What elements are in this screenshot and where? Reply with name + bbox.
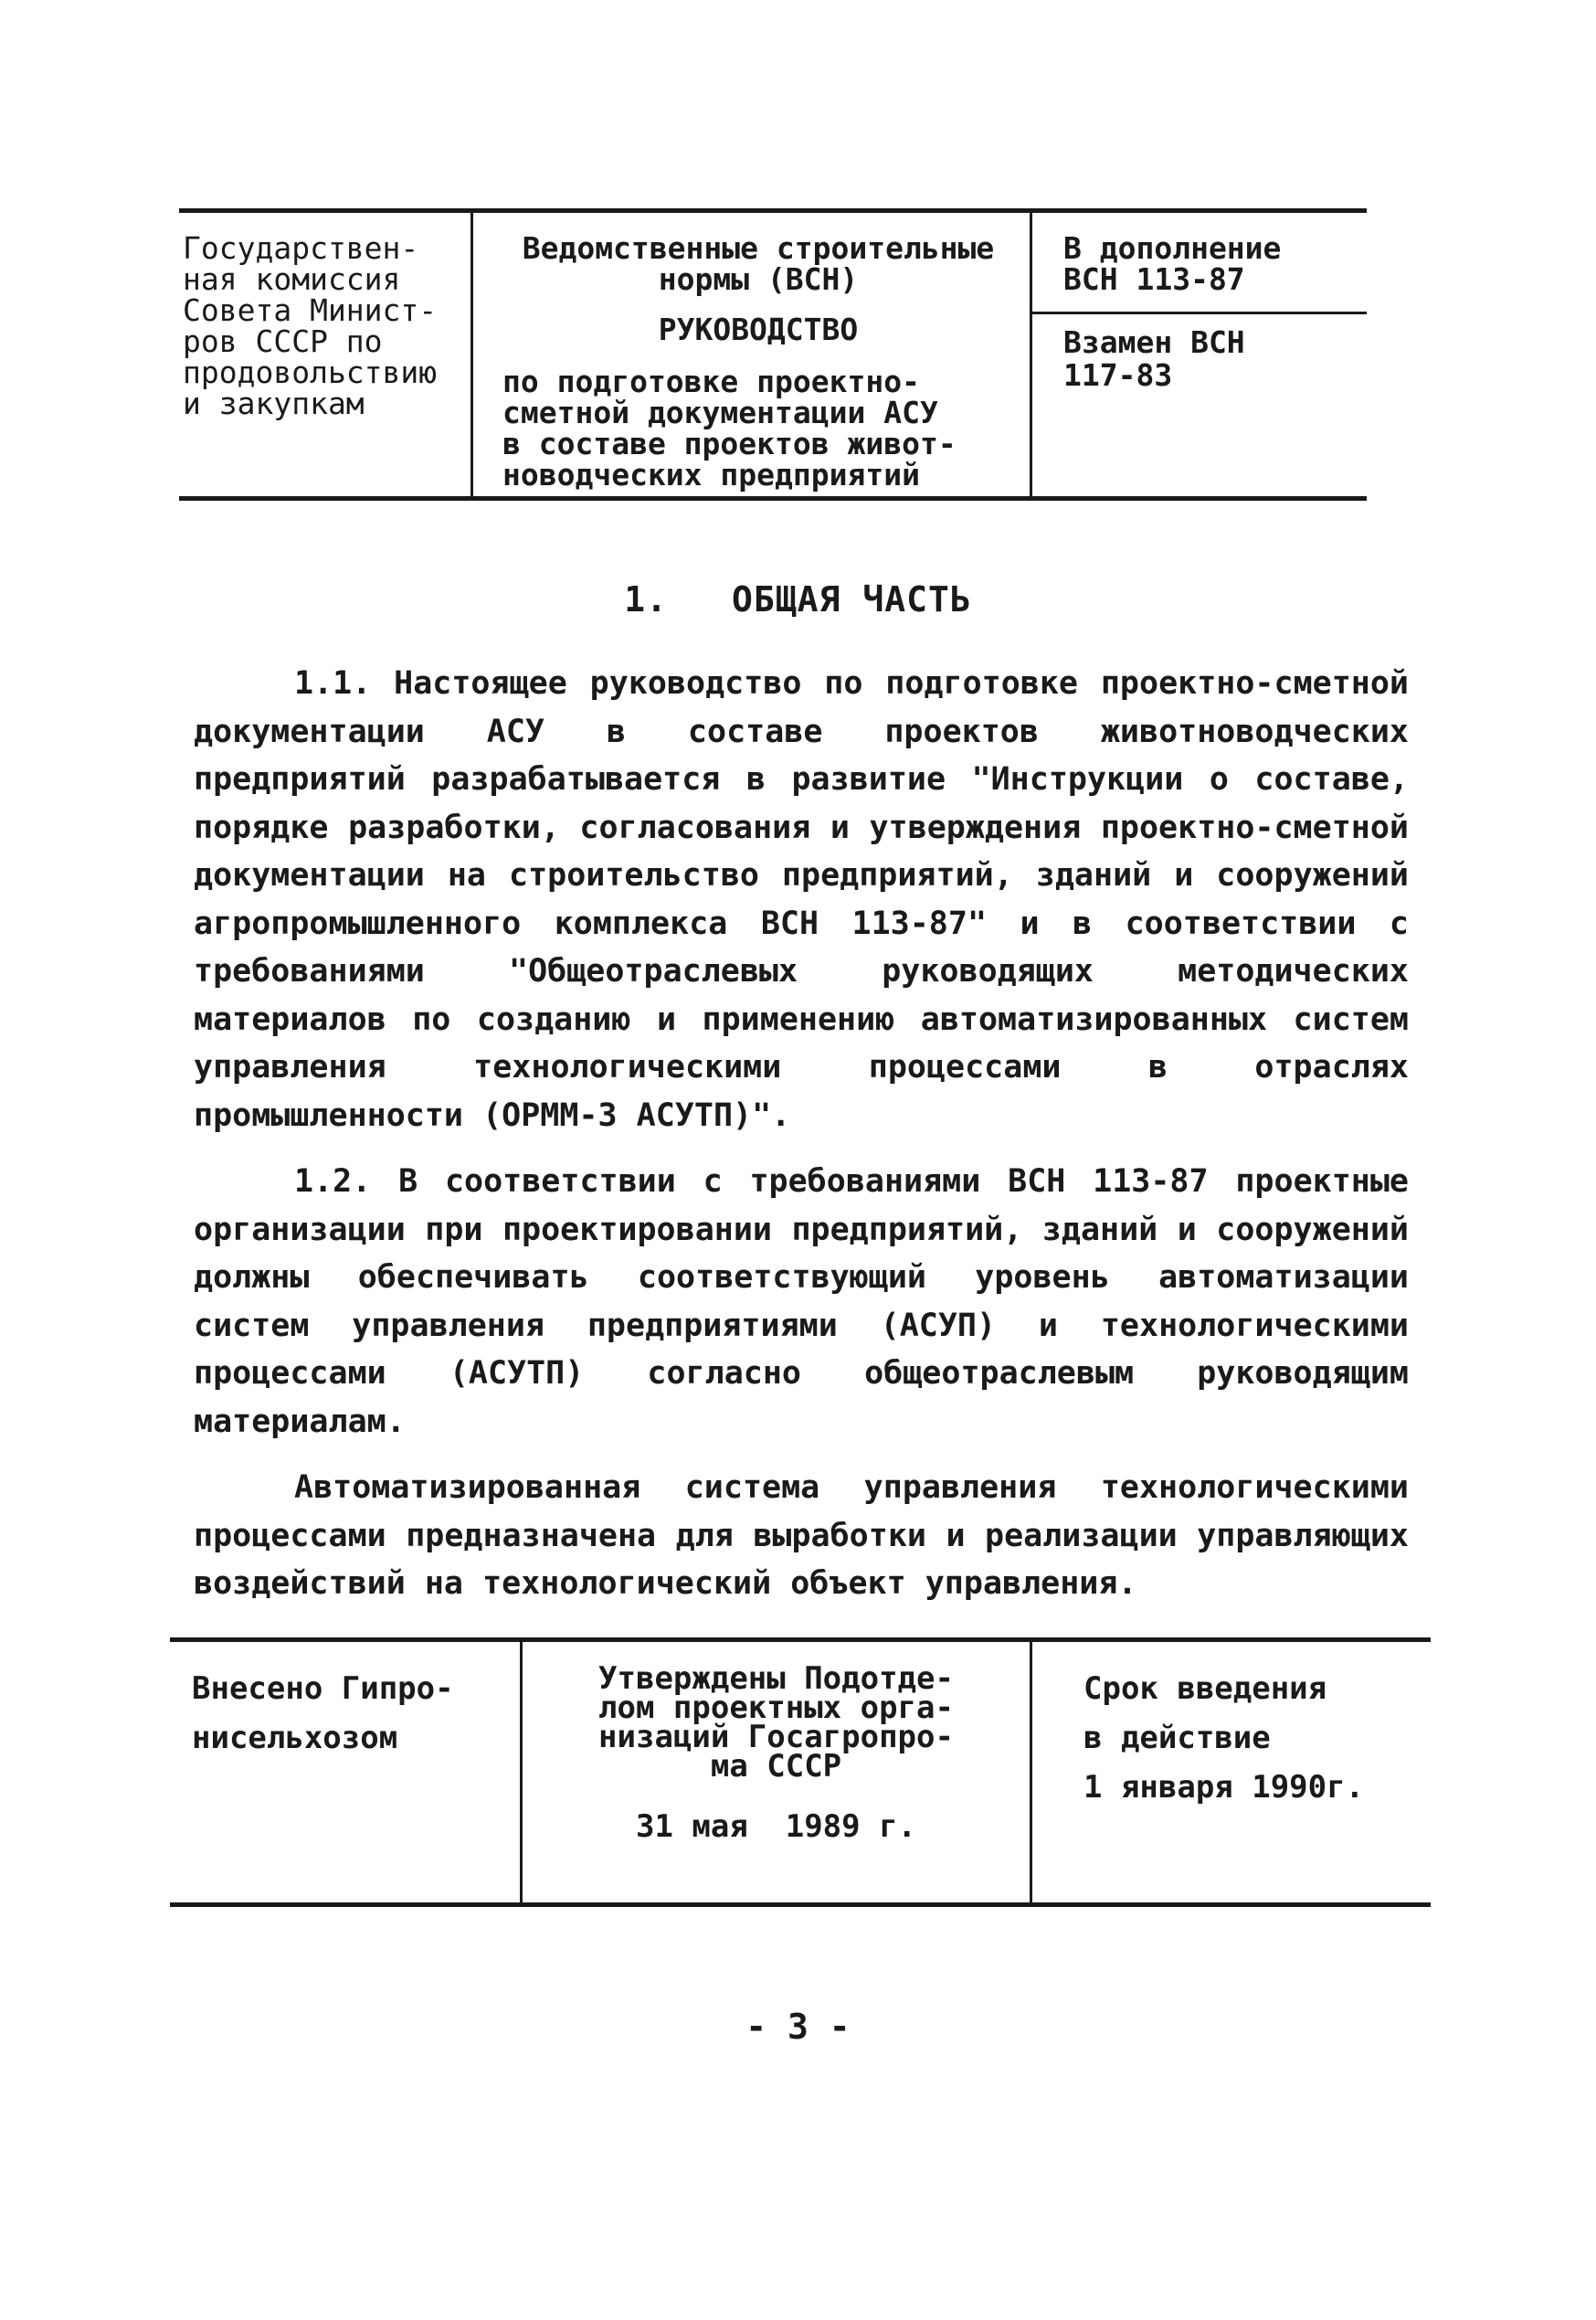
submitted-by: Внесено Гипро- нисельхозом: [192, 1670, 454, 1756]
section-number: 1.: [624, 579, 669, 620]
approved-by: Утверждены Подотде- лом проектных орга- низаций Госагропро- ма СССР: [598, 1660, 954, 1785]
effective-date: Срок введения в действие 1 января 1990г.: [1083, 1670, 1365, 1806]
body-text: [194, 660, 1409, 1626]
document-subtitle: по подготовке проектно- сметной документации АСУ в составе проектов живот- новодческих предприятий: [502, 364, 957, 493]
document-title: РУКОВОДСТВО: [658, 312, 859, 347]
approval-date: 31 мая 1989 г.: [635, 1808, 917, 1845]
supplement-note: В дополнение ВСН 113-87: [1063, 230, 1282, 297]
document-type: Ведомственные строительные нормы (ВСН): [522, 230, 995, 297]
paragraph: 1.1. Настоящее руководство по подготовке проектно-сметной документации АСУ в составе проектов животноводческих предприятий разрабатывается в развитие "Инструкции о составе, порядке разработки, согласования и утверждения проектно-сметной документации на строительство предприятий, зданий и сооружений агропромышленного комплекса ВСН 113-87" и в соответствии с требованиями "Общеотраслевых руководящих методических материалов по созданию и применению автоматизированных систем управления технологическими процессами в отраслях промышленности (ОРММ-3 АСУТП)".: [194, 665, 1409, 1134]
document-cell: [473, 213, 1032, 496]
issuer-text: Государствен- ная комиссия Совета Минист- ров СССР по продовольствию и закупкам: [183, 230, 438, 421]
status-divider: [1032, 312, 1367, 314]
replaces-note: Взамен ВСН 117-83: [1063, 324, 1245, 393]
header-table: [179, 208, 1367, 501]
paragraph: 1.2. В соответствии с требованиями ВСН 113-87 проектные организации при проектировании предприятий, зданий и сооружений должны обеспечивать соответствующий уровень автоматизации систем управления предприятиями (АСУП) и технологическими процессами (АСУТП) согласно общеотраслевым руководящим материалам.: [194, 1163, 1409, 1440]
section-heading: [0, 579, 1596, 620]
footer-table: [170, 1637, 1431, 1907]
effective-cell: [1032, 1642, 1431, 1902]
page-number: - 3 -: [745, 2007, 851, 2047]
section-title: ОБЩАЯ ЧАСТЬ: [732, 579, 972, 620]
status-cell: [1032, 213, 1367, 496]
approved-cell: [523, 1642, 1032, 1902]
paragraph: Автоматизированная система управления технологическими процессами предназначена для выработки и реализации управляющих воздействий на технологический объект управления.: [194, 1469, 1409, 1602]
submitted-cell: [170, 1642, 523, 1902]
issuer-cell: [179, 213, 473, 496]
